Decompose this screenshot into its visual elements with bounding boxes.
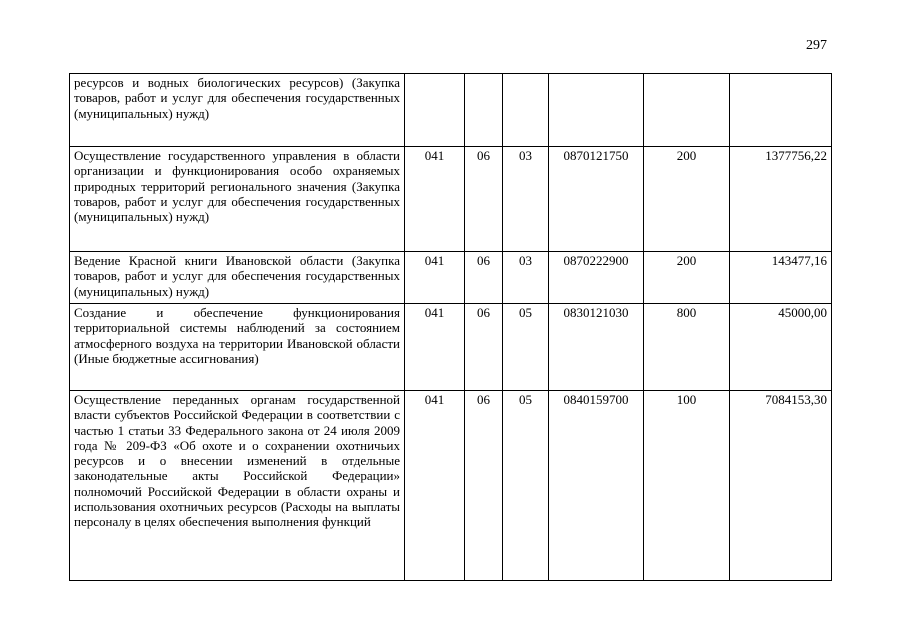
section-code: [465, 74, 503, 147]
target-article-code: 0870121750: [549, 147, 644, 252]
page-number: 297: [806, 38, 827, 53]
row-description: Создание и обеспечение функционирования территориальной системы наблюдений за состоянием атмосферного воздуха на территории Ивановской области (Иные бюджетные ассигнования): [70, 304, 405, 391]
row-description: Осуществление переданных органам государственной власти субъектов Российской Федерации в соответствии с частью 1 статьи 33 Федерального закона от 24 июля 2009 года № 209-ФЗ «Об охоте и о сохранении охотничьих ресурсов и о внесении изменений в отдельные законодательные акты Российской Федерации» полномочий Российской Федерации в области охраны и использования охотничьих ресурсов (Расходы на выплаты персоналу в целях обеспечения выполнения функций: [70, 391, 405, 581]
ministry-code: 041: [405, 252, 465, 304]
subsection-code: 05: [503, 304, 549, 391]
subsection-code: 05: [503, 391, 549, 581]
expense-type-code: 100: [644, 391, 730, 581]
section-code: 06: [465, 252, 503, 304]
table-row: [70, 391, 832, 581]
section-code: 06: [465, 304, 503, 391]
expense-type-code: 800: [644, 304, 730, 391]
amount-value: [730, 74, 832, 147]
amount-value: 1377756,22: [730, 147, 832, 252]
ministry-code: 041: [405, 147, 465, 252]
expense-type-code: 200: [644, 147, 730, 252]
budget-table: [69, 73, 832, 581]
ministry-code: 041: [405, 391, 465, 581]
row-description: Осуществление государственного управления в области организации и функционирования особо охраняемых природных территорий регионального значения (Закупка товаров, работ и услуг для обеспечения государственных (муниципальных) нужд): [70, 147, 405, 252]
subsection-code: 03: [503, 252, 549, 304]
amount-value: 7084153,30: [730, 391, 832, 581]
target-article-code: [549, 74, 644, 147]
ministry-code: [405, 74, 465, 147]
section-code: 06: [465, 147, 503, 252]
section-code: 06: [465, 391, 503, 581]
expense-type-code: 200: [644, 252, 730, 304]
row-description: ресурсов и водных биологических ресурсов) (Закупка товаров, работ и услуг для обеспечения государственных (муниципальных) нужд): [70, 74, 405, 147]
target-article-code: 0840159700: [549, 391, 644, 581]
amount-value: 143477,16: [730, 252, 832, 304]
amount-value: 45000,00: [730, 304, 832, 391]
expense-type-code: [644, 74, 730, 147]
target-article-code: 0830121030: [549, 304, 644, 391]
table-row: [70, 252, 832, 304]
row-description: Ведение Красной книги Ивановской области (Закупка товаров, работ и услуг для обеспечения государственных (муниципальных) нужд): [70, 252, 405, 304]
target-article-code: 0870222900: [549, 252, 644, 304]
subsection-code: [503, 74, 549, 147]
table-row: [70, 147, 832, 252]
table-row: [70, 74, 832, 147]
ministry-code: 041: [405, 304, 465, 391]
subsection-code: 03: [503, 147, 549, 252]
table-row: [70, 304, 832, 391]
